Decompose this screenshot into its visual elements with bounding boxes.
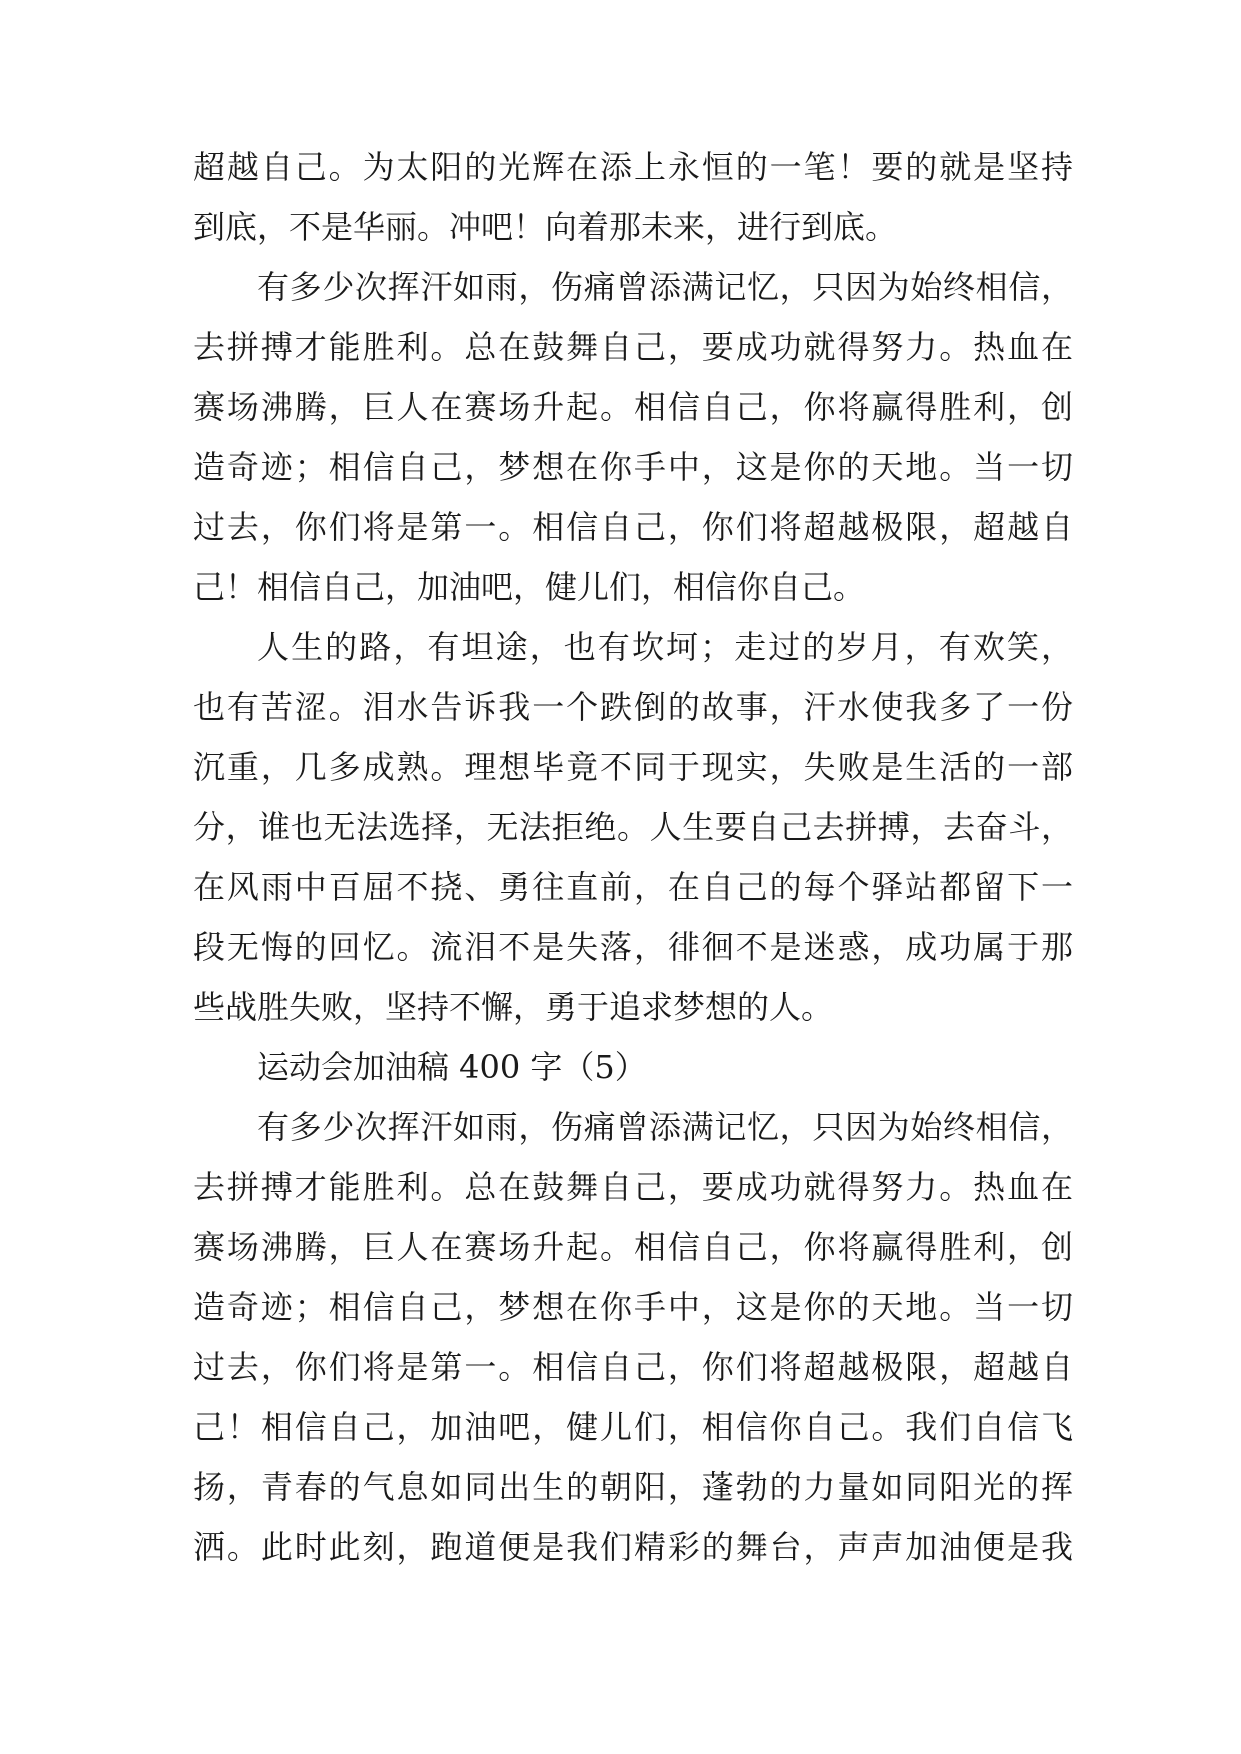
text-line: 造奇迹；相信自己，梦想在你手中，这是你的天地。当一切: [193, 1288, 1073, 1326]
text-line: 些战胜失败，坚持不懈，勇于追求梦想的人。: [193, 988, 834, 1026]
text-line: 去拼搏才能胜利。总在鼓舞自己，要成功就得努力。热血在: [193, 328, 1073, 366]
text-line: 有多少次挥汗如雨，伤痛曾添满记忆，只因为始终相信，: [257, 1108, 1073, 1146]
text-line: 到底，不是华丽。冲吧！向着那未来，进行到底。: [193, 208, 898, 246]
text-line: 过去，你们将是第一。相信自己，你们将超越极限，超越自: [193, 508, 1073, 546]
text-line: 也有苦涩。泪水告诉我一个跌倒的故事，汗水使我多了一份: [193, 688, 1073, 726]
text-line: 赛场沸腾，巨人在赛场升起。相信自己，你将赢得胜利，创: [193, 1228, 1073, 1266]
text-line: 分，谁也无法选择，无法拒绝。人生要自己去拼搏，去奋斗，: [193, 808, 1073, 846]
text-line: 洒。此时此刻，跑道便是我们精彩的舞台，声声加油便是我: [193, 1528, 1073, 1566]
text-line: 造奇迹；相信自己，梦想在你手中，这是你的天地。当一切: [193, 448, 1073, 486]
text-line: 在风雨中百屈不挠、勇往直前，在自己的每个驿站都留下一: [193, 868, 1073, 906]
text-line: 去拼搏才能胜利。总在鼓舞自己，要成功就得努力。热血在: [193, 1168, 1073, 1206]
text-line: 己！相信自己，加油吧，健儿们，相信你自己。: [193, 568, 866, 606]
text-line: 段无悔的回忆。流泪不是失落，徘徊不是迷惑，成功属于那: [193, 928, 1073, 966]
text-line: 赛场沸腾，巨人在赛场升起。相信自己，你将赢得胜利，创: [193, 388, 1073, 426]
text-line: 沉重，几多成熟。理想毕竟不同于现实，失败是生活的一部: [193, 748, 1073, 786]
section-heading: 运动会加油稿 400 字（5）: [257, 1048, 647, 1086]
text-line: 有多少次挥汗如雨，伤痛曾添满记忆，只因为始终相信，: [257, 268, 1073, 306]
text-line: 己！相信自己，加油吧，健儿们，相信你自己。我们自信飞: [193, 1408, 1073, 1446]
text-line: 超越自己。为太阳的光辉在添上永恒的一笔！要的就是坚持: [193, 148, 1073, 186]
text-line: 扬，青春的气息如同出生的朝阳，蓬勃的力量如同阳光的挥: [193, 1468, 1073, 1506]
text-line: 过去，你们将是第一。相信自己，你们将超越极限，超越自: [193, 1348, 1073, 1386]
text-line: 人生的路，有坦途，也有坎坷；走过的岁月，有欢笑，: [257, 628, 1073, 666]
